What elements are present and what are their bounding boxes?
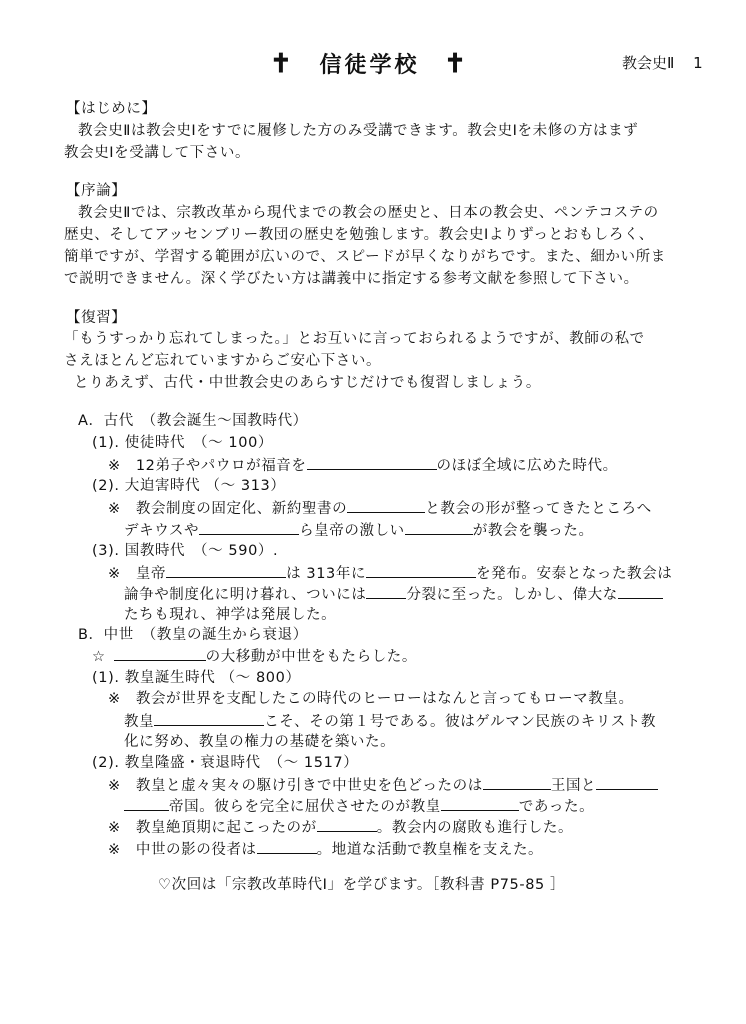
answer-blank[interactable] (596, 775, 658, 790)
fill-line (108, 563, 672, 584)
answer-blank[interactable] (114, 646, 206, 661)
answer-blank[interactable] (405, 520, 473, 535)
fill-line (108, 498, 652, 519)
text: 。地道な活動で教皇権を支えた。 (316, 842, 544, 858)
text: ら皇帝の激しい (299, 523, 405, 539)
answer-blank[interactable] (366, 584, 406, 599)
page-title: 信徒学校 (319, 52, 420, 78)
fill-line (124, 796, 594, 817)
next-lesson-note: ♡次回は「宗教改革時代Ⅰ」を学びます。［教科書 P75-85 ］ (158, 877, 566, 893)
text: 帝国。彼らを完全に屈伏させたのが教皇 (169, 799, 441, 815)
fill-line (124, 520, 594, 541)
section-ancient-heading: A．古代 （教会誕生～国教時代） (78, 413, 308, 429)
text: 。教会内の腐敗も進行した。 (376, 820, 574, 836)
fill-line (108, 775, 658, 796)
period-persecution-label: (2). 大迫害時代 （～ 313） (92, 478, 286, 494)
preface-line: で説明できません。深く学びたい方は講義中に指定する参考文献を参照して下さい。 (64, 271, 639, 287)
cross-icon: ✝ (444, 49, 469, 79)
text: ※ 教会制度の固定化、新約聖書の (108, 501, 348, 517)
cross-icon: ✝ (270, 49, 295, 79)
answer-blank[interactable] (618, 584, 663, 599)
period-apostolic-label: (1). 使徒時代 （～ 100） (92, 435, 273, 451)
preface-line: 教会史Ⅱでは、宗教改革から現代までの教会の歴史と、日本の教会史、ペンテコステの (78, 205, 659, 221)
fill-line-text: ※ 教会が世界を支配したこの時代のヒーローはなんと言ってもローマ教皇。 (108, 691, 634, 707)
preface-line: 簡単ですが、学習する範囲が広いので、スピードが早くなりがちです。また、細かい所ま (64, 249, 666, 265)
course-name: 教会史Ⅱ (622, 54, 675, 72)
text: ※ 教皇絶頂期に起こったのが (108, 820, 317, 836)
text: デキウスや (124, 523, 200, 539)
fill-line-text: たちも現れ、神学は発展した。 (124, 607, 337, 623)
answer-blank[interactable] (307, 455, 437, 470)
text: ※ 中世の影の役者は (108, 842, 257, 858)
answer-blank[interactable] (441, 796, 519, 811)
text: と教会の形が整ってきたところへ (425, 501, 652, 517)
intro-line: 教会史Ⅱは教会史Ⅰをすでに履修した方のみ受講できます。教会史Ⅰを未修の方はまず (78, 123, 639, 139)
text: 論争や制度化に明け暮れ、ついには (124, 587, 367, 603)
fill-line (108, 839, 543, 860)
fill-line (124, 584, 663, 605)
text: のほぼ全域に広めた時代。 (436, 458, 618, 474)
intro-line: 教会史Ⅰを受講して下さい。 (64, 145, 251, 161)
preface-heading: 【序論】 (66, 183, 127, 199)
text: を発布。安泰となった教会は (476, 566, 673, 582)
period-papal-rise-fall-label: (2). 教皇隆盛・衰退時代 （～ 1517） (92, 755, 359, 771)
answer-blank[interactable] (199, 520, 299, 535)
text: は 313年に (286, 566, 367, 582)
text: ※ 皇帝 (108, 566, 167, 582)
answer-blank[interactable] (166, 563, 286, 578)
review-line: 「もうすっかり忘れてしまった。」とお互いに言っておられるようですが、教師の私で (64, 331, 645, 347)
preface-line: 歴史、そしてアッセンブリー教団の歴史を勉強します。教会史Ⅰよりずっとおもしろく、 (64, 227, 654, 243)
text: こそ、その第１号である。彼はゲルマン民族のキリスト教 (264, 714, 656, 730)
fill-line (92, 646, 417, 667)
answer-blank[interactable] (347, 498, 425, 513)
fill-line (108, 817, 573, 838)
answer-blank[interactable] (257, 839, 317, 854)
text: が教会を襲った。 (472, 523, 594, 539)
text: ※ 教皇と虚々実々の駆け引きで中世史を色どったのは (108, 778, 483, 794)
review-heading: 【復習】 (66, 310, 127, 326)
answer-blank[interactable] (483, 775, 551, 790)
text: ※ 12弟子やパウロが福音を (108, 458, 307, 474)
intro-heading: 【はじめに】 (66, 101, 157, 117)
course-page-label (622, 52, 703, 73)
page-number: 1 (693, 54, 703, 72)
review-line: さえほとんど忘れていますからご安心下さい。 (64, 353, 382, 369)
page-title-block (270, 48, 469, 79)
text: 分裂に至った。しかし、偉大な (406, 587, 618, 603)
fill-line (124, 711, 656, 732)
star-icon: ☆ (92, 649, 106, 665)
text: であった。 (518, 799, 595, 815)
answer-blank[interactable] (154, 711, 264, 726)
text: 王国と (550, 778, 597, 794)
answer-blank[interactable] (317, 817, 377, 832)
answer-blank[interactable] (124, 796, 169, 811)
period-state-church-label: (3). 国教時代 （～ 590）. (92, 543, 279, 559)
text: の大移動が中世をもたらした。 (205, 649, 418, 665)
fill-line-text: 化に努め、教皇の権力の基礎を築いた。 (124, 734, 396, 750)
review-line: とりあえず、古代・中世教会史のあらすじだけでも復習しましょう。 (74, 375, 541, 391)
fill-line (108, 455, 618, 476)
answer-blank[interactable] (366, 563, 476, 578)
period-papal-birth-label: (1). 教皇誕生時代 （～ 800） (92, 670, 301, 686)
section-medieval-heading: B．中世 （教皇の誕生から衰退） (78, 627, 308, 643)
text: 教皇 (124, 714, 155, 730)
